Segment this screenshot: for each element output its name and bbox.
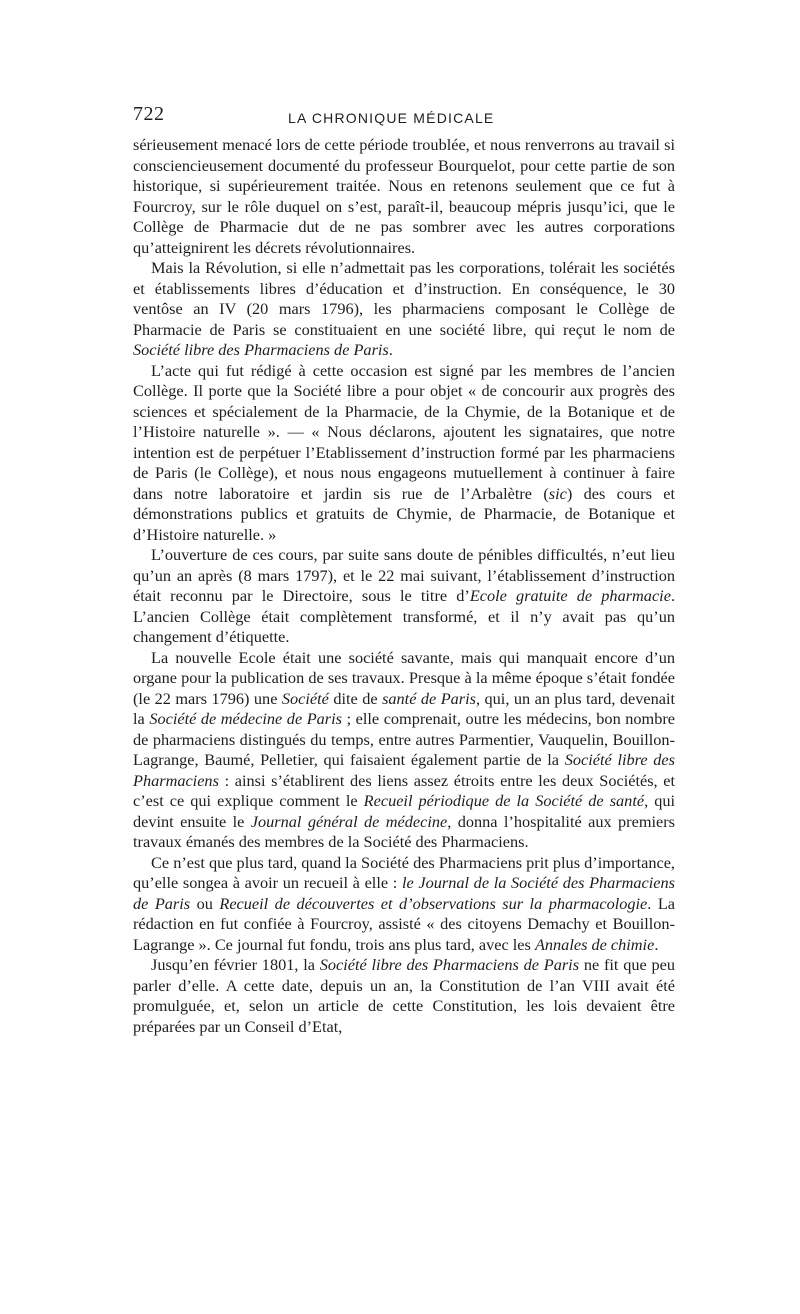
text-run: , qui, un an plus tard, devenait la: [133, 688, 676, 728]
text-run: . L’ancien Collège était complètement transformé, et il n’y avait pas qu’un changement d’étiquette.: [133, 586, 676, 646]
paragraph: [133, 361, 675, 546]
running-title: LA CHRONIQUE MÉDICALE: [288, 110, 495, 126]
italic-text: Société: [281, 688, 329, 708]
paragraph: [133, 648, 675, 853]
text-run: L’acte qui fut rédigé à cette occasion est signé par les membres de l’ancien Collège. Il porte que la Société libre a pour objet « de concourir aux progrès des sciences et spécialement de la Pharmacie, de la Chymie, de la Botanique et de l’Histoire naturelle ». — « Nous déclarons, ajoutent les signataires, que notre intention est de perpétuer l’Etablissement d’instruction formé par les pharmaciens de Paris (le Collège), et nous nous engageons mutuellement à continuer à faire dans notre laboratoire et jardin sis rue de l’Arbalètre (: [133, 360, 675, 503]
text-run: .: [654, 934, 659, 954]
italic-text: le Journal de la Société des Pharmaciens de Paris: [133, 873, 676, 913]
text-run: ou: [190, 893, 220, 913]
text-run: Jusqu’en février 1801, la: [151, 955, 320, 974]
page-number: 722: [133, 103, 165, 125]
italic-text: Société libre des Pharmaciens de Paris: [319, 955, 580, 974]
italic-text: Société de médecine de Paris: [149, 709, 343, 728]
text-run: ; elle comprenait, outre les médecins, bon nombre de pharmaciens distingués du temps, entre autres Parmentier, Vauquelin, Bouillon-Lagrange, Baumé, Pelletier, qui faisaient également partie de la: [133, 709, 676, 769]
text-run: ne fit que peu parler d’elle. A cette date, depuis un an, la Constitution de l’an VIII avait été promulguée, et, selon un article de cette Constitution, les lois devaient être préparées par un Conseil d’Etat,: [133, 955, 675, 1036]
italic-text: santé de Paris: [382, 688, 476, 708]
paragraph: [133, 853, 675, 956]
text-run: .: [388, 340, 393, 359]
text-run: dite de: [328, 688, 383, 708]
italic-text: Annales de chimie: [534, 934, 655, 954]
italic-text: Recueil périodique de la Société de santé: [363, 791, 645, 810]
italic-text: Ecole gratuite de pharmacie: [469, 586, 671, 605]
text-run: , donna l’hospitalité aux premiers travaux émanés des membres de la Société des Pharmaciens.: [133, 811, 675, 851]
text-run: . La rédaction en fut confiée à Fourcroy, assisté « des citoyens Demachy et Bouillon-Lagrange ». Ce journal fut fondu, trois ans plus tard, avec les: [133, 893, 676, 954]
body-text: [133, 135, 675, 1037]
text-run: La nouvelle Ecole était une société savante, mais qui manquait encore d’un organe pour la publication de ses travaux. Presque à la même époque s’était fondée (le 22 mars 1796) une: [133, 647, 675, 708]
italic-text: Société libre des Pharmaciens de Paris: [133, 340, 389, 359]
text-run: : ainsi s’établirent des liens assez étroits entre les deux Sociétés, et c’est ce qui explique comment le: [133, 770, 675, 810]
italic-text: sic: [548, 483, 567, 503]
paragraph: [133, 545, 675, 648]
text-run: sérieusement menacé lors de cette période troublée, et nous renverrons au travail si consciencieusement documenté du professeur Bourquelot, pour cette partie de son historique, si supérieurement traitée. Nous en retenons seulement que ce fut à Fourcroy, sur le rôle duquel on s’est, paraît-il, beaucoup mépris jusqu’ici, que le Collège de Pharmacie dut de ne pas sombrer avec les autres corporations qu’atteignirent les décrets révolutionnaires.: [133, 135, 675, 257]
text-run: Mais la Révolution, si elle n’admettait pas les corporations, tolérait les sociétés et établissements libres d’éducation et d’instruction. En conséquence, le 30 ventôse an IV (20 mars 1796), les pharmaciens composant le Collège de Pharmacie de Paris se constituaient en une société libre, qui reçut le nom de: [133, 258, 675, 339]
paragraph: [133, 955, 675, 1037]
text-run: Ce n’est que plus tard, quand la Société des Pharmaciens prit plus d’importance, qu’elle songea à avoir un recueil à elle :: [133, 852, 675, 892]
paragraph: [133, 258, 675, 361]
text-run: , qui devint ensuite le: [133, 791, 675, 831]
italic-text: Journal général de médecine: [250, 811, 448, 831]
italic-text: Recueil de découvertes et d’observations sur la pharmacologie: [219, 893, 648, 913]
text-run: ) des cours et démonstrations publics et gratuits de Chymie, de Pharmacie, de Botanique et d’Histoire naturelle. »: [133, 483, 675, 544]
paragraph: [133, 135, 675, 258]
text-run: L’ouverture de ces cours, par suite sans doute de pénibles difficultés, n’eut lieu qu’un an après (8 mars 1797), et le 22 mai suivant, l’établissement d’instruction était reconnu par le Directoire, sous le titre d’: [133, 545, 675, 605]
italic-text: Société libre des Pharmaciens: [133, 750, 675, 790]
running-head: [133, 103, 673, 133]
